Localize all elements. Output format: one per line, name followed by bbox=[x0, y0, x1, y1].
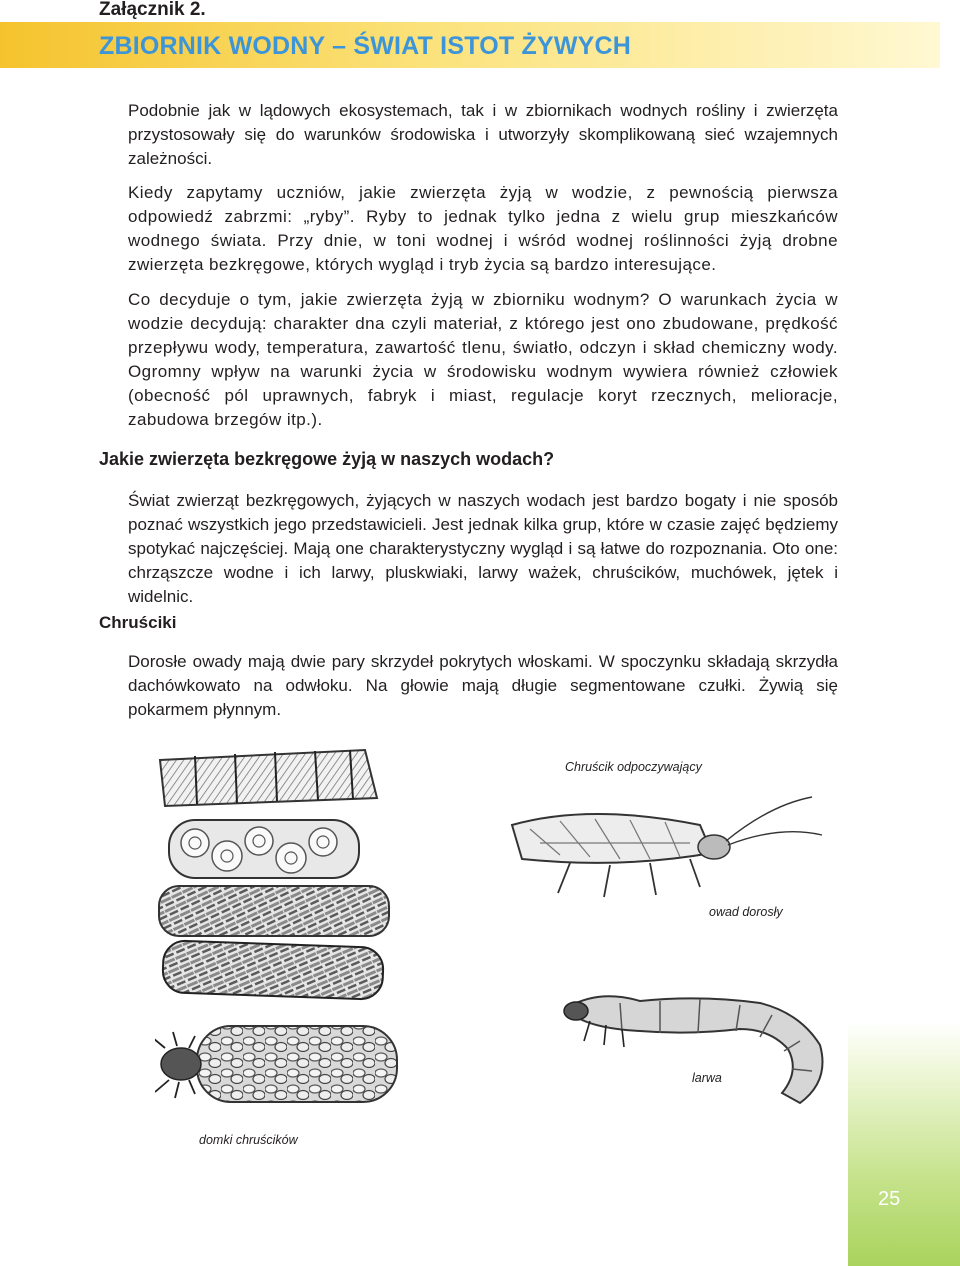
twig-case-shape bbox=[162, 940, 384, 1000]
caption-resting: Chruścik odpoczywający bbox=[565, 760, 702, 774]
pebble-case-shape bbox=[155, 1026, 397, 1102]
caption-cases: domki chruścików bbox=[199, 1133, 298, 1147]
page-title: ZBIORNIK WODNY – ŚWIAT ISTOT ŻYWYCH bbox=[99, 32, 631, 60]
section-heading-caddisflies: Chruściki bbox=[99, 613, 177, 632]
paragraph-fish: Kiedy zapytamy uczniów, jakie zwierzęta żyją w wodzie, z pewnością pierwsza odpowiedź zabrzmi: „ryby”. Ryby to jednak tylko jedna z wielu grup mieszkańców wodnego świata. Przy dnie, w toni wodnej i wśród wodnej roślinności żyją drobne zwierzęta bezkręgowe, których wygląd i tryb życia są bardzo interesujące. bbox=[128, 183, 838, 274]
shell-case-shape bbox=[169, 820, 359, 878]
caddis-larva-illustration bbox=[560, 985, 835, 1115]
section-heading-invertebrates: Jakie zwierzęta bezkręgowe żyją w naszych wodach? bbox=[99, 449, 555, 469]
stick-case-shape bbox=[159, 886, 389, 936]
page-number-band bbox=[848, 1022, 960, 1266]
adult-caddisfly-illustration bbox=[500, 785, 830, 905]
paragraph-invertebrates: Świat zwierząt bezkręgowych, żyjących w naszych wodach jest bardzo bogaty i nie sposób poznać wszystkich jego przedstawicieli. Jest jednak kilka grup, które w czasie zajęć będziemy spotykać najczęściej. Mają one charakterystyczny wygląd i są łatwe do rozpoznania. Oto one: chrząszcze wodne i ich larwy, pluskwiaki, larwy ważek, chruścików, muchówek, jętek i widelnic. bbox=[128, 491, 838, 606]
appendix-label: Załącznik 2. bbox=[99, 0, 206, 20]
paragraph-intro: Podobnie jak w lądowych ekosystemach, tak i w zbiornikach wodnych rośliny i zwierzęta przystosowały się do warunków środowiska i utworzyły skomplikowaną sieć wzajemnych zależności. bbox=[128, 101, 838, 168]
caption-adult: owad dorosły bbox=[709, 905, 783, 919]
caddis-cases-illustration bbox=[155, 748, 415, 1128]
page-number: 25 bbox=[878, 1188, 901, 1210]
paragraph-caddisflies: Dorosłe owady mają dwie pary skrzydeł pokrytych włoskami. W spoczynku składają skrzydła dachówkowato na odwłoku. Na głowie mają długie segmentowane czułki. Żywią się pokarmem płynnym. bbox=[128, 652, 838, 719]
caption-larva: larwa bbox=[692, 1071, 722, 1085]
paragraph-conditions: Co decyduje o tym, jakie zwierzęta żyją w zbiorniku wodnym? O warunkach życia w wodzie decydują: charakter dna czyli materiał, z którego jest ono zbudowane, prędkość przepływu wody, temperatura, zawartość tlenu, światło, odczyn i skład chemiczny wody. Ogromny wpływ na warunki życia w środowisku wodnym wywiera również człowiek (obecność pól uprawnych, fabryk i miast, regulacje koryt rzecznych, melioracje, zabudowa brzegów itp.). bbox=[128, 290, 838, 429]
leaf-case-shape bbox=[160, 750, 377, 806]
